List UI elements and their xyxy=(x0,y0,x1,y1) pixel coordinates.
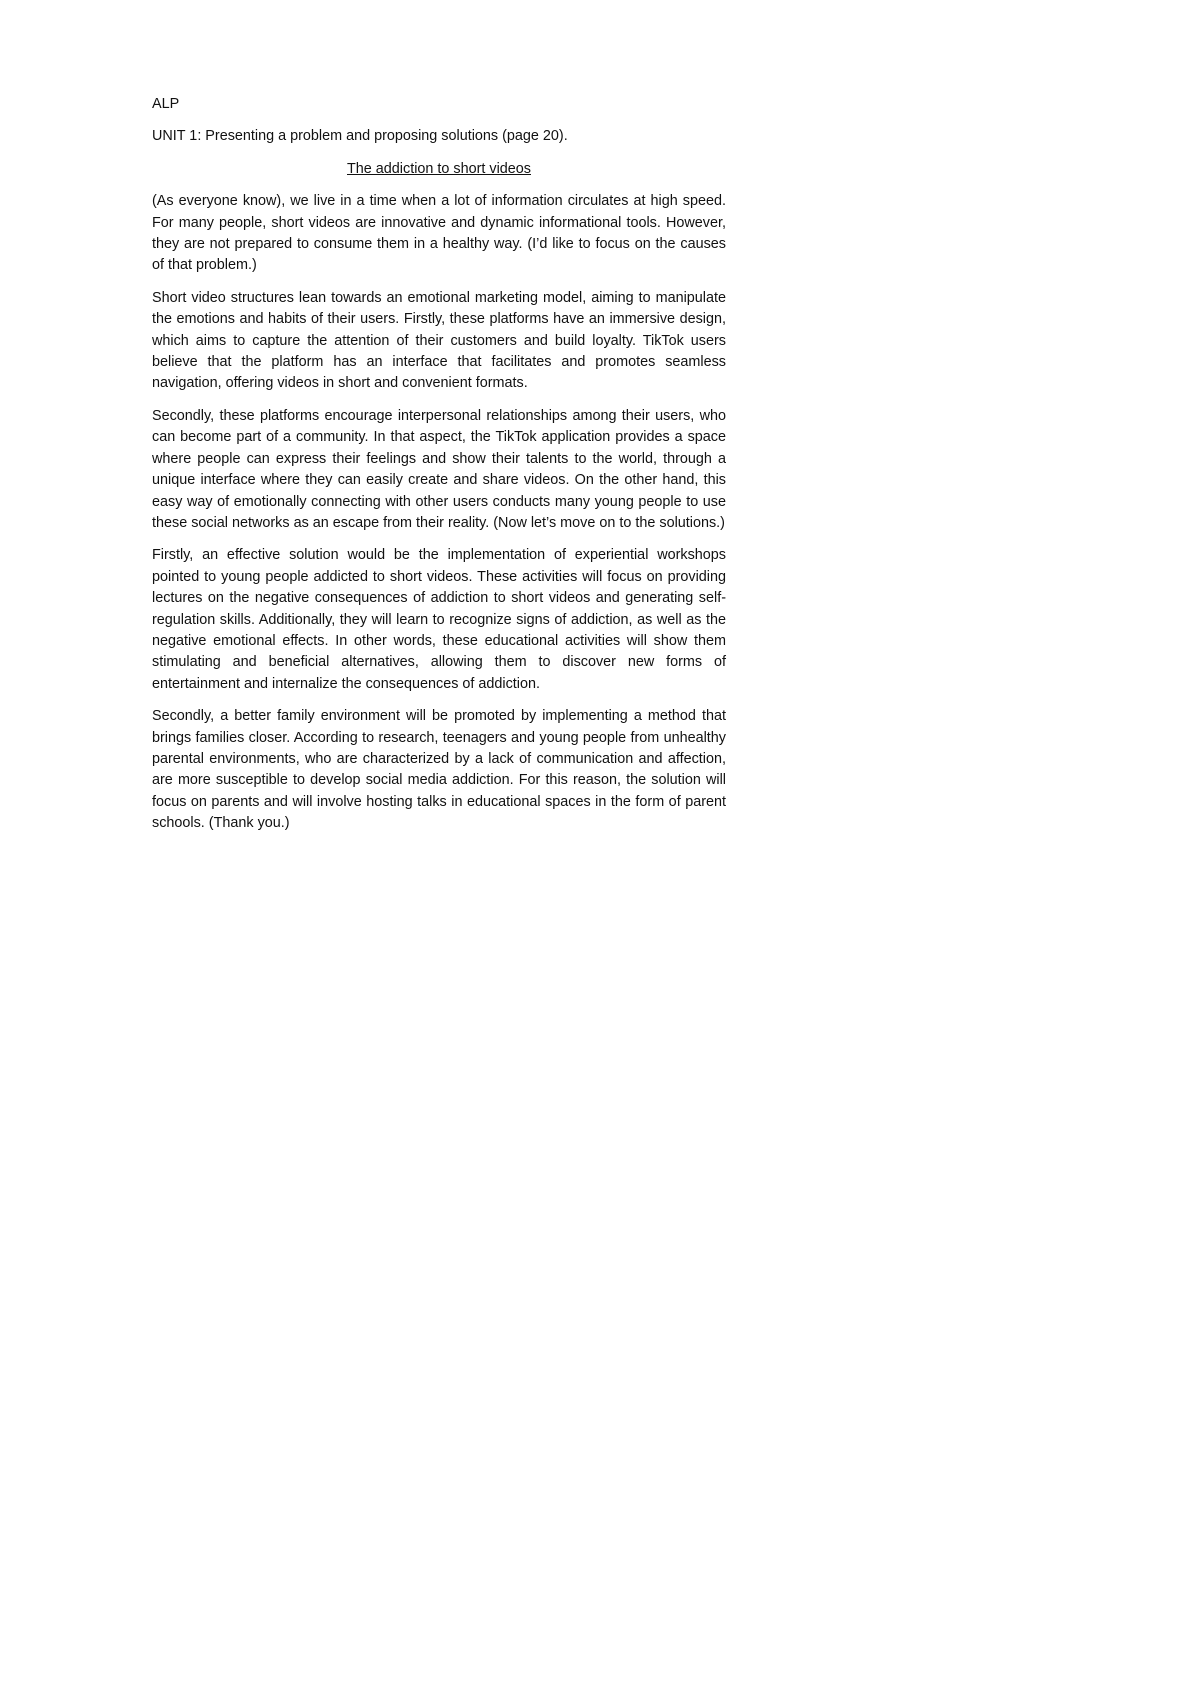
document-body xyxy=(152,94,726,846)
course-label: ALP xyxy=(152,96,180,112)
essay-title: The addiction to short videos xyxy=(347,160,531,177)
unit-heading: UNIT 1: Presenting a problem and proposing solutions (page 20). xyxy=(152,128,568,145)
paragraph-cause-2: Secondly, these platforms encourage interpersonal relationships among their users, who can become part of a community. In that aspect, the TikTok application provides a space where people can express their feelings and show their talents to the world, through a unique interface where they can easily create and share videos. On the other hand, this easy way of emotionally connecting with other users conducts many young people to use these social networks as an escape from their reality. (Now let’s move on to the solutions.) xyxy=(152,407,726,531)
paragraph-cause-1: Short video structures lean towards an emotional marketing model, aiming to manipulate the emotions and habits of their users. Firstly, these platforms have an immersive design, which aims to capture the attention of their customers and build loyalty. TikTok users believe that the platform has an interface that facilitates and promotes seamless navigation, offering videos in short and convenient formats. xyxy=(152,289,726,392)
paragraph-solution-2: Secondly, a better family environment will be promoted by implementing a method that brings families closer. According to research, teenagers and young people from unhealthy parental environments, who are characterized by a lack of communication and affection, are more susceptible to develop social media addiction. For this reason, the solution will focus on parents and will involve hosting talks in educational spaces in the form of parent schools. (Thank you.) xyxy=(152,708,726,832)
paragraph-solution-1: Firstly, an effective solution would be the implementation of experiential workshops pointed to young people addicted to short videos. These activities will focus on providing lectures on the negative consequences of addiction to short videos and generating self-regulation skills. Additionally, they will learn to recognize signs of addiction, as well as the negative emotional effects. In other words, these educational activities will show them stimulating and beneficial alternatives, allowing them to discover new forms of entertainment and internalize the consequences of addiction. xyxy=(152,547,726,692)
paragraph-introduction: (As everyone know), we live in a time when a lot of information circulates at high speed. For many people, short videos are innovative and dynamic informational tools. However, they are not prepared to consume them in a healthy way. (I’d like to focus on the causes of that problem.) xyxy=(152,193,726,274)
